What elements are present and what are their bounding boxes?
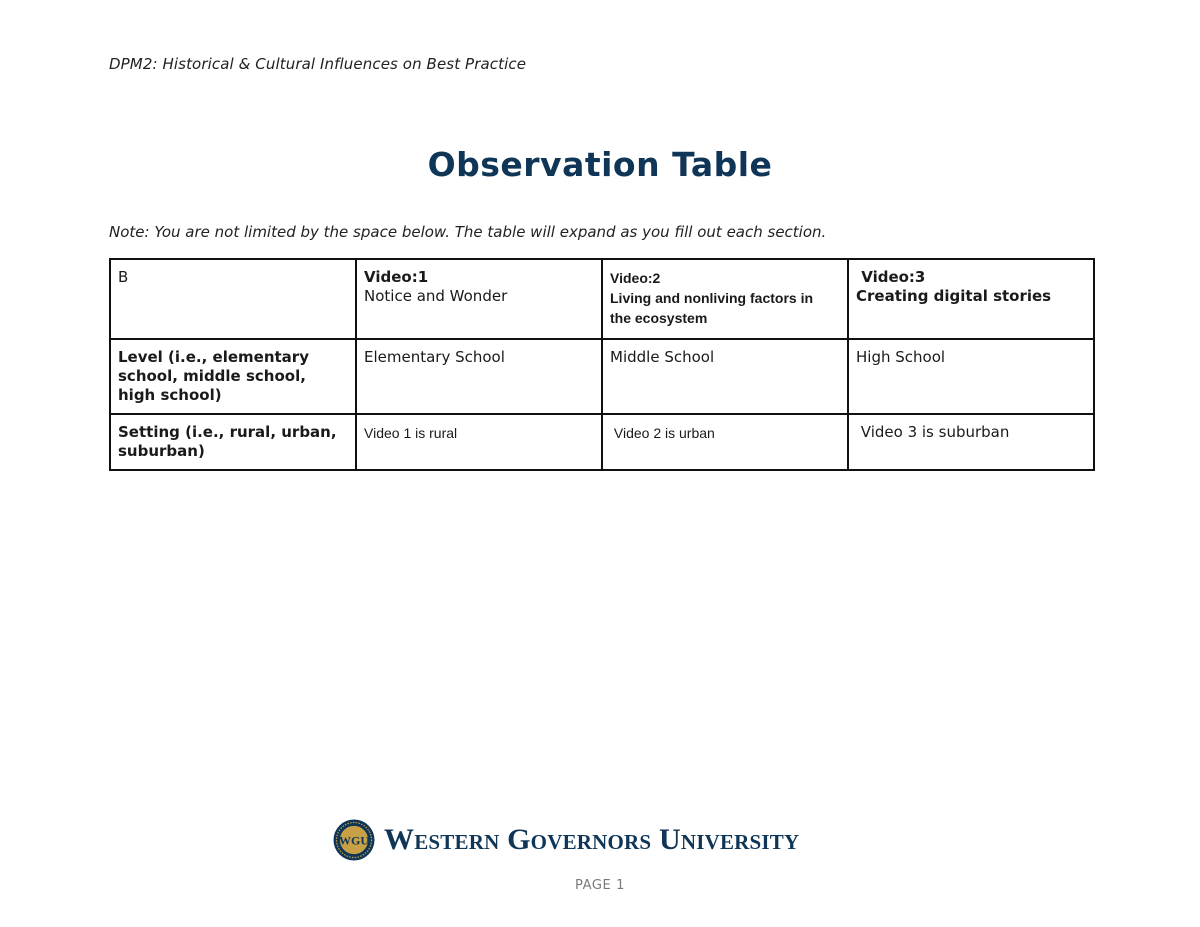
- level-video3-cell[interactable]: [848, 339, 1094, 414]
- table-row-setting: [110, 414, 1094, 470]
- setting-video1-value: Video 1 is rural: [364, 425, 458, 441]
- level-video1-cell[interactable]: [356, 339, 602, 414]
- video1-header-cell[interactable]: [356, 259, 602, 339]
- setting-video2-value: Video 2 is urban: [610, 425, 715, 441]
- setting-video1-cell[interactable]: [356, 414, 602, 470]
- wgu-wordmark: Western Governors University: [384, 823, 800, 856]
- video2-header-cell[interactable]: [602, 259, 848, 339]
- page-number: PAGE 1: [575, 878, 625, 893]
- video1-topic: Notice and Wonder: [364, 287, 508, 305]
- video1-label: Video:1: [364, 268, 429, 286]
- video2-topic-line1: Living and nonliving factors in: [610, 290, 814, 306]
- level-video2-cell[interactable]: [602, 339, 848, 414]
- level-label-line1: Level (i.e., elementary: [118, 348, 309, 366]
- page-title: Observation Table: [427, 145, 773, 184]
- observation-table: [109, 258, 1095, 471]
- setting-video2-cell[interactable]: [602, 414, 848, 470]
- video2-topic-line2: the ecosystem: [610, 310, 708, 326]
- level-label-line3: high school): [118, 386, 222, 404]
- video3-header-cell[interactable]: [848, 259, 1094, 339]
- setting-video3-cell[interactable]: [848, 414, 1094, 470]
- wgu-seal-icon: [333, 819, 375, 861]
- setting-label-line1: Setting (i.e., rural, urban,: [118, 423, 337, 441]
- setting-label-cell[interactable]: [110, 414, 356, 470]
- wgu-logo: [333, 818, 799, 862]
- video3-topic: Creating digital stories: [856, 287, 1052, 305]
- table-row-level: [110, 339, 1094, 414]
- level-video3-value: High School: [856, 348, 946, 366]
- setting-video3-value: Video 3 is suburban: [856, 423, 1010, 441]
- instruction-note: Note: You are not limited by the space below. The table will expand as you fill out each section.: [109, 223, 827, 241]
- corner-cell[interactable]: [110, 259, 356, 339]
- level-label-cell[interactable]: [110, 339, 356, 414]
- setting-label-line2: suburban): [118, 442, 205, 460]
- level-video2-value: Middle School: [610, 348, 715, 366]
- level-label-line2: school, middle school,: [118, 367, 306, 385]
- corner-cell-text: B: [118, 268, 129, 286]
- video2-label: Video:2: [610, 270, 661, 286]
- seal-letters: WGU: [339, 833, 369, 848]
- table-header-row: [110, 259, 1094, 339]
- video3-label: Video:3: [856, 268, 926, 286]
- document-header: DPM2: Historical & Cultural Influences on Best Practice: [109, 55, 527, 73]
- level-video1-value: Elementary School: [364, 348, 505, 366]
